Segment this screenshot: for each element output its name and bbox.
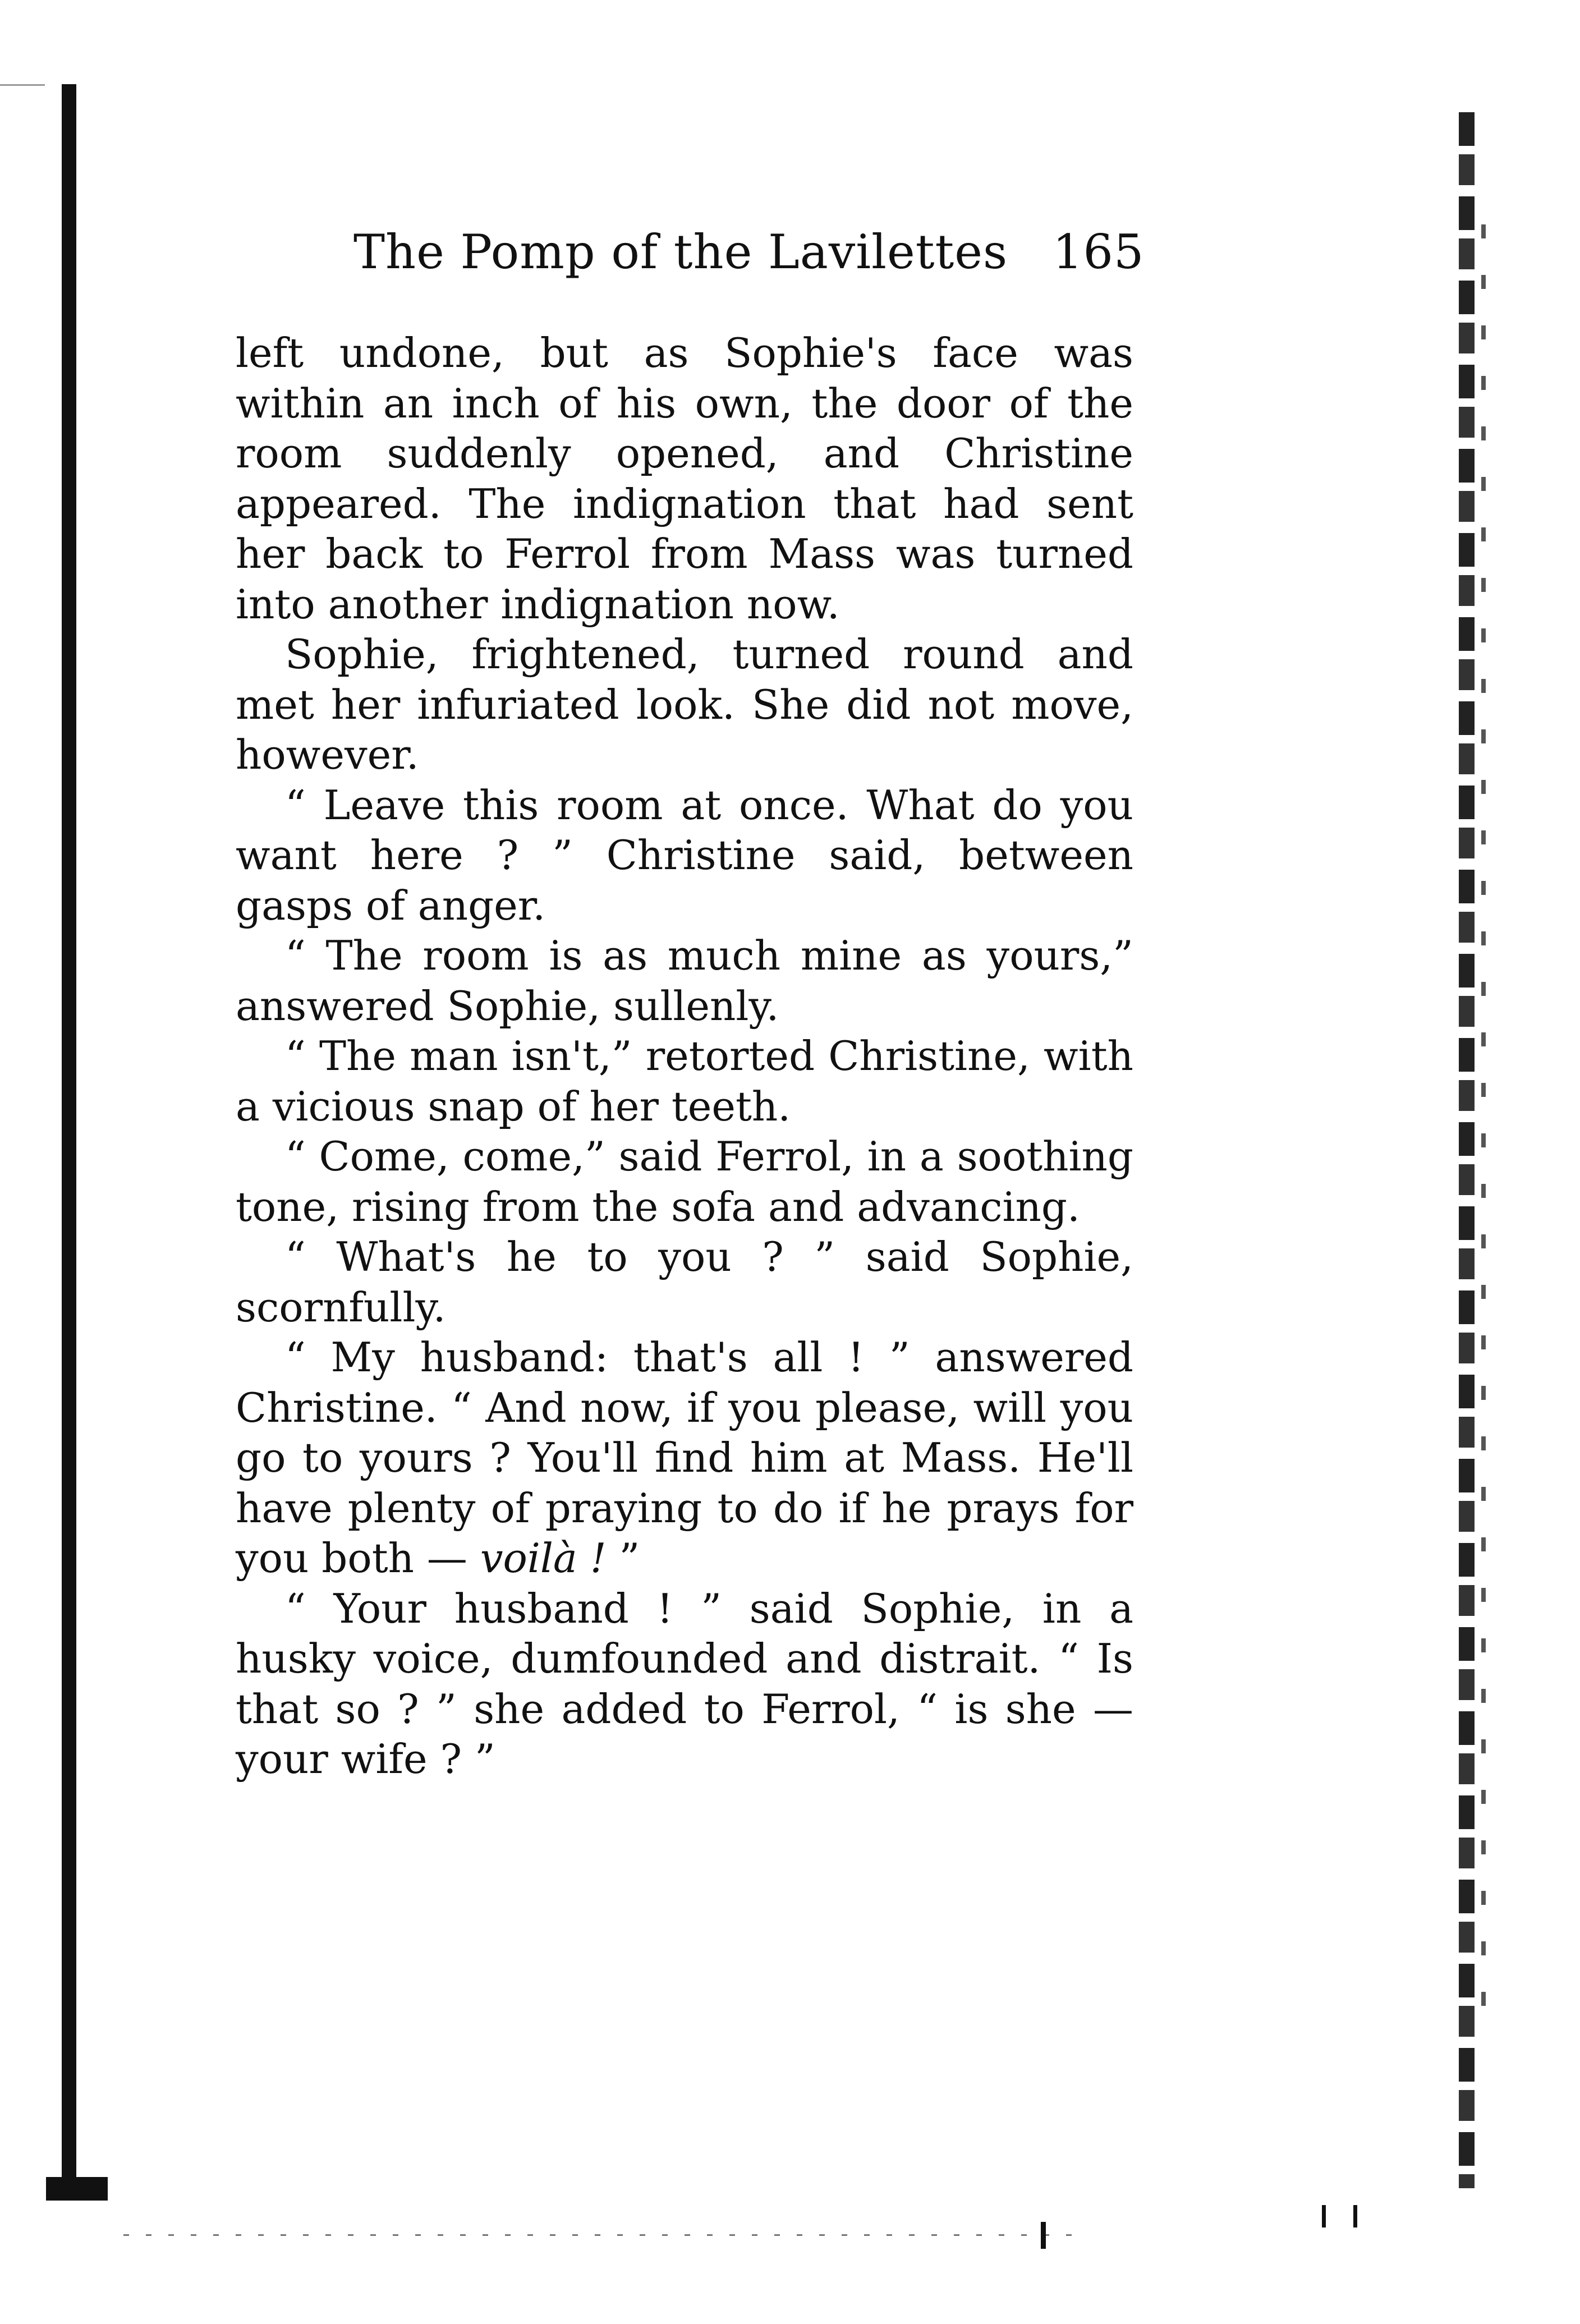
- paragraph: “ Come, come,” said Ferrol, in a soothing tone, rising from the sofa and advancing.: [236, 1133, 1133, 1230]
- page-edge-right: [1459, 112, 1475, 2188]
- paragraph: “ What's he to you ? ” said Sophie, scornfully.: [236, 1233, 1133, 1331]
- body-text: [236, 328, 1133, 1785]
- paragraph: “ Your husband ! ” said Sophie, in a husky voice, dumfounded and distrait. “ Is that so ? ” she added to Ferrol, “ is she — your wife ? ”: [236, 1584, 1133, 1783]
- binding-shadow-left: [62, 84, 76, 2194]
- paragraph-text: “ My husband: that's all ! ” answered Christine. “ And now, if you please, will you go to yours ? You'll find him at Mass. He'll have plenty of praying to do if he prays for you both —: [236, 1334, 1133, 1582]
- paragraph: left undone, but as Sophie's face was within an inch of his own, the door of the room suddenly opened, and Christine appeared. The indignation that had sent her back to Ferrol from Mass was turned into another indignation now.: [236, 329, 1133, 628]
- paragraph: “ The man isn't,” retorted Christine, with a vicious snap of her teeth.: [236, 1032, 1133, 1130]
- scan-edge-mark: [0, 84, 45, 86]
- scan-mark: [1353, 2205, 1357, 2227]
- scan-noise-bottom: [123, 2234, 1077, 2236]
- binding-shadow-foot: [46, 2177, 108, 2201]
- paragraph: “ The room is as much mine as yours,” answered Sophie, sullenly.: [236, 932, 1133, 1030]
- paragraph: “ Leave this room at once. What do you want here ? ” Christine said, between gasps of anger.: [236, 781, 1133, 929]
- italic-phrase: voilà !: [480, 1535, 607, 1582]
- paragraph: [236, 1333, 1133, 1584]
- page-edge-right-detail: [1481, 224, 1486, 2020]
- scan-mark: [1041, 2222, 1046, 2249]
- scan-mark: [1322, 2205, 1326, 2227]
- running-header: [353, 224, 1145, 279]
- paragraph: Sophie, frightened, turned round and met her infuriated look. She did not move, however.: [236, 631, 1133, 778]
- closing-quote: ”: [606, 1535, 640, 1582]
- page-number: 165: [1053, 224, 1145, 279]
- running-title: The Pomp of the Lavilettes: [353, 224, 1008, 279]
